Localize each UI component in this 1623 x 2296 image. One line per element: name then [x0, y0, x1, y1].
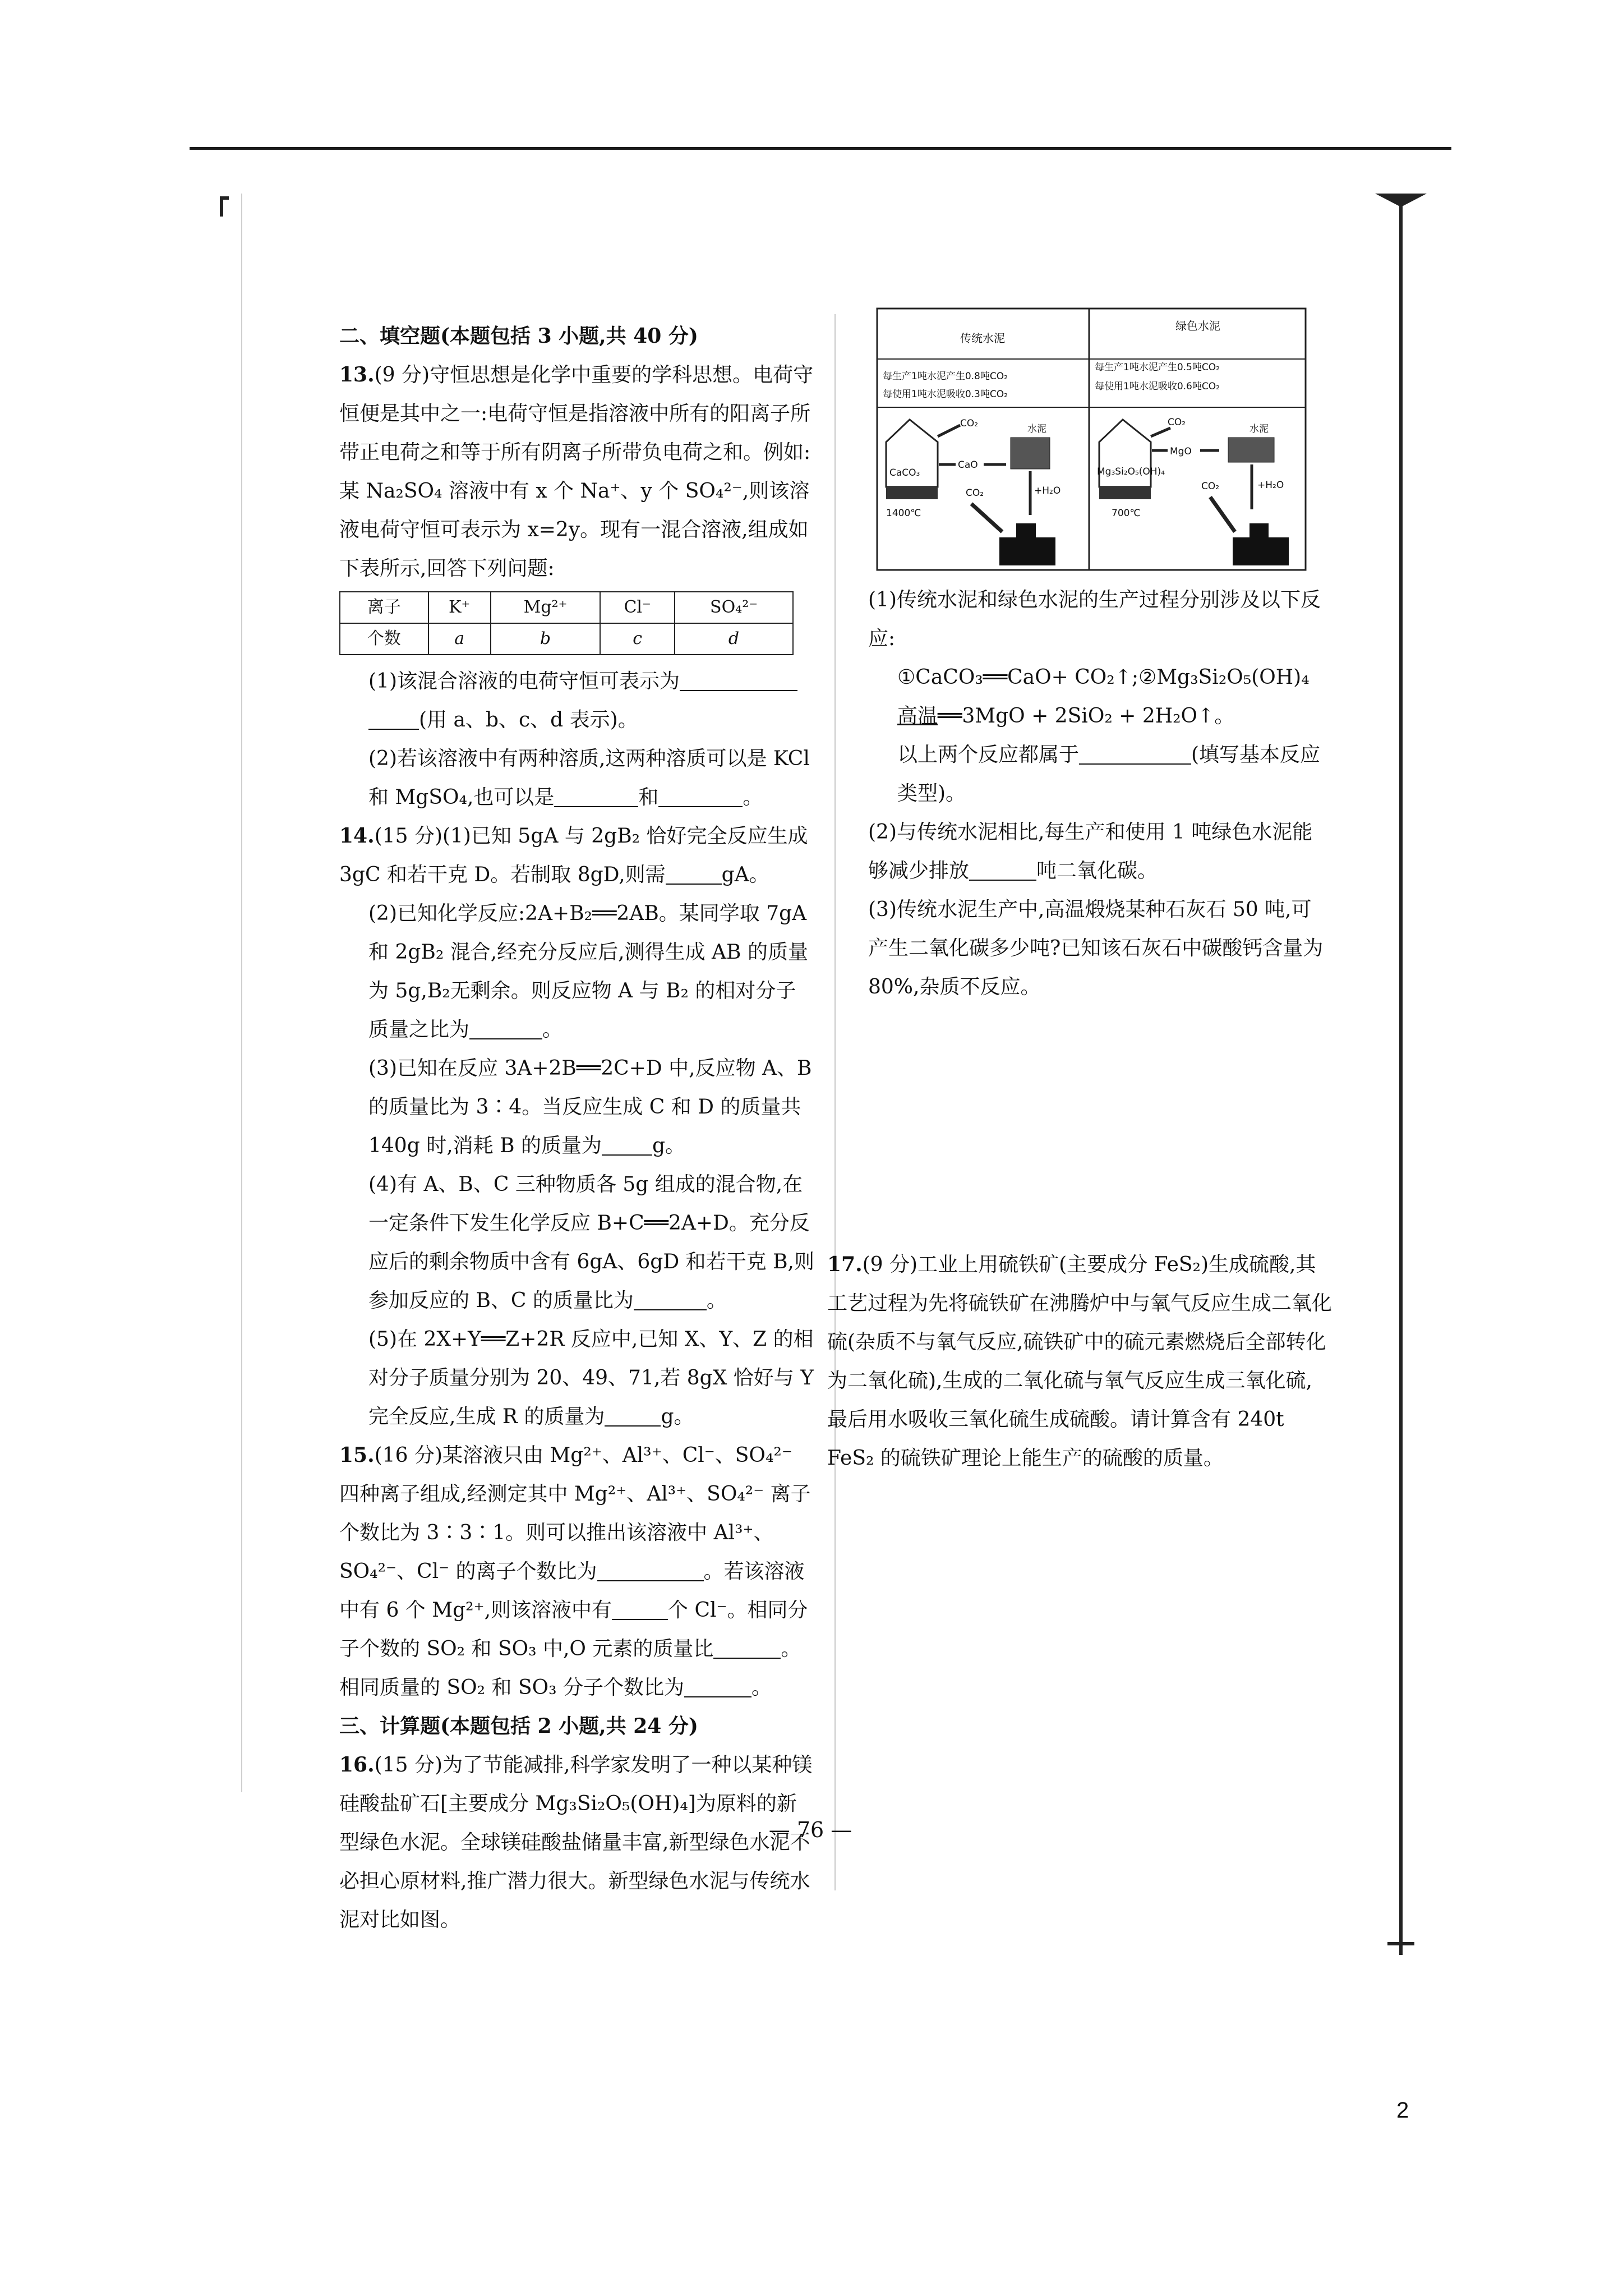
ion-table-cell: Cl⁻: [600, 592, 675, 623]
ion-table-header-row: [340, 592, 793, 623]
question-13: [339, 356, 816, 817]
answer-blank[interactable]: [713, 1635, 781, 1659]
q14-points: (15 分): [374, 825, 442, 848]
left-column: [339, 317, 816, 1939]
answer-blank[interactable]: [634, 1287, 707, 1310]
q16-sub1-eq1: ①CaCO₃══CaO+ CO₂↑;②Mg₃Si₂O₅(OH)₄: [897, 666, 1310, 689]
binding-bar-bottom: [1387, 1942, 1414, 1945]
q14-sub5-suffix: g。: [661, 1405, 694, 1428]
ion-table-cell: b: [491, 623, 600, 655]
arrow-icon: [971, 504, 1002, 532]
diagram-right-water: +H₂O: [1257, 480, 1284, 491]
diagram-left-co2-top: CO₂: [960, 418, 979, 429]
question-14: [339, 817, 816, 1436]
q14-sub2-text: (2)已知化学反应:2A+B₂══2AB。某同学取 7gA 和 2gB₂ 混合,经充分反应后,测得生成 AB 的质量为 5g,B₂无剩余。则反应物 A 与 B₂ 的相对分子质量之比为: [368, 902, 808, 1041]
answer-blank[interactable]: [684, 1674, 751, 1697]
answer-blank[interactable]: [680, 668, 797, 691]
top-rule: [190, 147, 1451, 150]
answer-blank[interactable]: [554, 784, 638, 807]
diagram-left-line2: 每使用1吨水泥吸收0.3吨CO₂: [883, 389, 1008, 400]
section-2-title: 二、填空题(本题包括 3 小题,共 40 分): [339, 324, 698, 348]
building-icon: [1233, 523, 1289, 565]
diagram-right-line2: 每使用1吨水泥吸收0.6吨CO₂: [1095, 381, 1220, 392]
question-15: [339, 1436, 816, 1707]
q14-number: 14.: [339, 824, 375, 848]
question-17: [827, 1245, 1332, 1478]
answer-blank[interactable]: [469, 1016, 542, 1039]
cement-comparison-diagram: [876, 307, 1307, 571]
ion-table-cell: 个数: [340, 623, 428, 655]
q16-number: 16.: [339, 1753, 375, 1777]
answer-blank[interactable]: [666, 861, 722, 885]
flame-icon: [886, 487, 938, 499]
q14-sub4-suffix: 。: [706, 1289, 727, 1312]
q16-points: (15 分): [374, 1754, 442, 1777]
diagram-left-title: 传统水泥: [960, 332, 1005, 345]
diagram-right-oxide: MgO: [1170, 446, 1192, 457]
ion-table-cell: 离子: [340, 592, 428, 623]
diagram-left-oxide: CaO: [958, 459, 978, 471]
diagram-left-kiln: CaCO₃: [889, 467, 920, 478]
answer-blank[interactable]: [612, 1596, 668, 1620]
q16-sub1-eq2: ══3MgO + 2SiO₂ + 2H₂O↑。: [938, 705, 1235, 728]
diagram-right-kiln: Mg₃Si₂O₅(OH)₄: [1097, 466, 1165, 477]
page-number: — 76 —: [768, 1818, 852, 1842]
cement-diagram-svg: [876, 307, 1307, 571]
diagram-left-co2-mid: CO₂: [966, 487, 984, 499]
q16-sub1-eq-condition: 高温: [897, 705, 938, 728]
diagram-left-cement: 水泥: [1027, 424, 1046, 435]
q13-sub2-text: (2)若该溶液中有两种溶质,这两种溶质可以是 KCl 和 MgSO₄,也可以是: [368, 747, 810, 809]
ion-table-cell: Mg²⁺: [491, 592, 600, 623]
arrow-icon: [938, 425, 960, 436]
q15-points: (16 分): [374, 1444, 442, 1467]
section-3-title: 三、计算题(本题包括 2 小题,共 24 分): [339, 1714, 698, 1738]
q14-sub1-text: (1)已知 5gA 与 2gB₂ 恰好完全反应生成 3gC 和若干克 D。若制取 8gD,则需: [339, 825, 808, 886]
answer-blank[interactable]: [605, 1403, 661, 1427]
q14-sub1-suffix: gA。: [721, 863, 769, 886]
q15-text-e: 。: [751, 1676, 772, 1699]
arrow-icon: [1151, 428, 1170, 436]
corner-crop-mark: [220, 196, 229, 217]
q17-text: 工业上用硫铁矿(主要成分 FeS₂)生成硫酸,其工艺过程为先将硫铁矿在沸腾炉中与氧气反应生成二氧化硫(杂质不与氧气反应,硫铁矿中的硫元素燃烧后全部转化为二氧化硫),生成的二氧化硫与氧气反应生成三氧化硫,最后用水吸收三氧化硫生成硫酸。请计算含有 240t FeS₂ 的硫铁矿理论上能生产的硫酸的质量。: [827, 1253, 1332, 1470]
ion-table-cell: SO₄²⁻: [675, 592, 793, 623]
q13-sub2-and: 和: [638, 786, 659, 809]
ion-table-cell: d: [675, 623, 793, 655]
answer-blank[interactable]: [1079, 741, 1191, 765]
cement-icon: [1228, 438, 1274, 462]
answer-blank[interactable]: [658, 784, 743, 807]
ion-table-count-row: [340, 623, 793, 655]
left-margin-rule: [241, 194, 242, 1792]
q15-text-d: 。相同质量的 SO₂ 和 SO₃ 分子个数比为: [339, 1637, 801, 1699]
q13-sub2-end: 。: [743, 786, 763, 809]
ion-table-cell: a: [428, 623, 491, 655]
diagram-right-cement: 水泥: [1249, 424, 1269, 435]
question-16: [339, 1746, 816, 1939]
diagram-right-co2-top: CO₂: [1168, 417, 1186, 428]
q14-sub5-text: (5)在 2X+Y══Z+2R 反应中,已知 X、Y、Z 的相对分子质量分别为 20、49、71,若 8gX 恰好与 Y 完全反应,生成 R 的质量为: [368, 1328, 814, 1428]
q16-sub1-text: (1)传统水泥和绿色水泥的生产过程分别涉及以下反应:: [868, 588, 1321, 650]
q16-sub2-suffix: 吨二氧化碳。: [1036, 859, 1158, 882]
q14-sub4-text: (4)有 A、B、C 三种物质各 5g 组成的混合物,在一定条件下发生化学反应 B+C══2A+D。充分反应后的剩余物质中含有 6gA、6gD 和若干克 B,则参加反应的 B、C 的质量比为: [368, 1173, 814, 1312]
q16-sub1-text-c: (填写基本反应类型)。: [897, 743, 1321, 805]
q16-sub1-text-b: 以上两个反应都属于: [897, 743, 1080, 766]
corner-page-number: 2: [1396, 2098, 1409, 2123]
q13-sub1-text: (1)该混合溶液的电荷守恒可表示为: [368, 670, 680, 693]
ion-table: [339, 591, 794, 655]
q16-sub2-text: (2)与传统水泥相比,每生产和使用 1 吨绿色水泥能够减少排放: [868, 821, 1313, 882]
q13-number: 13.: [339, 363, 375, 386]
q13-sub1-suffix: (用 a、b、c、d 表示)。: [419, 708, 638, 731]
ion-table-cell: K⁺: [428, 592, 491, 623]
q15-number: 15.: [339, 1443, 375, 1467]
ion-table-cell: c: [600, 623, 675, 655]
binding-bar: [1399, 199, 1403, 1955]
q15-text-a: 某溶液只由 Mg²⁺、Al³⁺、Cl⁻、SO₄²⁻ 四种离子组成,经测定其中 Mg²⁺、Al³⁺、SO₄²⁻ 离子个数比为 3∶3∶1。则可以推出该溶液中 Al³⁺、SO₄²⁻、Cl⁻ 的离子个数比为: [339, 1444, 811, 1583]
diagram-left-line1: 每生产1吨水泥产生0.8吨CO₂: [883, 371, 1008, 382]
q14-sub2-suffix: 。: [542, 1018, 563, 1041]
diagram-right-line1: 每生产1吨水泥产生0.5吨CO₂: [1095, 362, 1220, 373]
column-divider: [834, 314, 836, 1890]
building-icon: [999, 523, 1055, 565]
q13-points: (9 分): [374, 364, 430, 386]
q13-text: 守恒思想是化学中重要的学科思想。电荷守恒便是其中之一:电荷守恒是指溶液中所有的阳离子所带正电荷之和等于所有阴离子所带负电荷之和。例如:某 Na₂SO₄ 溶液中有 x 个 Na⁺、y 个 SO₄²⁻,则该溶液电荷守恒可表示为 x=2y。现有一混合溶液,组成如下表所示,回答下列问题:: [339, 364, 814, 580]
q15-text-c: 个 Cl⁻。相同分子个数的 SO₂ 和 SO₃ 中,O 元素的质量比: [339, 1599, 808, 1660]
answer-blank[interactable]: [597, 1558, 704, 1581]
q16-text: 为了节能减排,科学家发明了一种以某种镁硅酸盐矿石[主要成分 Mg₃Si₂O₅(OH)₄]为原料的新型绿色水泥。全球镁硅酸盐储量丰富,新型绿色水泥不必担心原材料,推广潜力很大。新型绿色水泥与传统水泥对比如图。: [339, 1754, 813, 1931]
diagram-left-temp: 1400℃: [886, 508, 921, 519]
q14-sub3-text: (3)已知在反应 3A+2B══2C+D 中,反应物 A、B 的质量比为 3∶4。当反应生成 C 和 D 的质量共 140g 时,消耗 B 的质量为: [368, 1057, 812, 1157]
diagram-left-water: +H₂O: [1034, 485, 1061, 496]
q17-number: 17.: [827, 1253, 863, 1276]
q17-points: (9 分): [862, 1253, 918, 1276]
answer-blank[interactable]: [602, 1132, 652, 1156]
diagram-right-temp: 700℃: [1112, 508, 1141, 519]
answer-blank[interactable]: [969, 857, 1036, 881]
q15-text-b: 。若该溶液中有 6 个 Mg²⁺,则该溶液中有: [339, 1560, 805, 1622]
arrow-icon: [1210, 497, 1235, 532]
right-column: [868, 581, 1328, 1006]
cement-icon: [1011, 438, 1050, 469]
flame-icon: [1099, 487, 1151, 499]
q16-sub3-text: (3)传统水泥生产中,高温煅烧某种石灰石 50 吨,可产生二氧化碳多少吨?已知该石灰石中碳酸钙含量为 80%,杂质不反应。: [868, 898, 1324, 999]
diagram-right-co2-mid: CO₂: [1201, 481, 1220, 492]
diagram-right-title: 绿色水泥: [1175, 319, 1220, 333]
answer-blank[interactable]: [368, 706, 419, 730]
q14-sub3-suffix: g。: [652, 1134, 686, 1157]
